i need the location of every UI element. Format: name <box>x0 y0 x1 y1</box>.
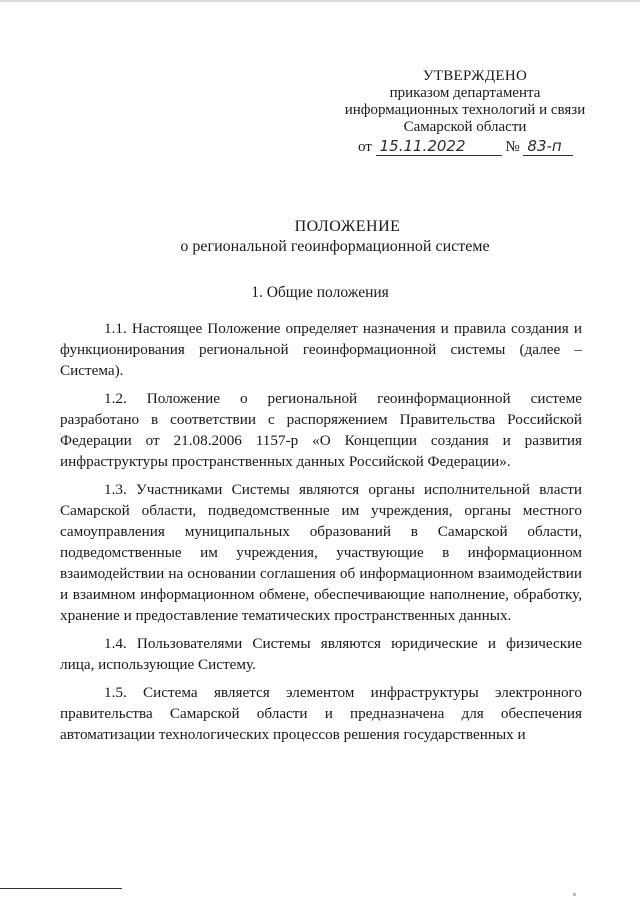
approval-line-department: приказом департамента <box>389 85 541 101</box>
order-date-number <box>330 138 600 156</box>
document-subtitle: о региональной геоинформационной системе <box>180 238 490 255</box>
paragraph-1-5: 1.5. Система является элементом инфраструктуры электронного правительства Самарской области и предназначена для обеспечения автоматизации технологических процессов решения государственных и <box>60 684 582 743</box>
paragraph-1-1: 1.1. Настоящее Положение определяет назначения и правила создания и функционирования региональной геоинформационной системы (далее – Система). <box>60 320 582 379</box>
scan-edge <box>0 0 640 2</box>
section-body <box>60 318 582 752</box>
approval-line-department-name: информационных технологий и связи <box>344 102 586 118</box>
number-prefix: № <box>505 139 520 155</box>
paragraph-1-4: 1.4. Пользователями Системы являются юридические и физические лица, использующие Систему. <box>60 635 582 673</box>
section-heading: 1. Общие положения <box>251 284 389 301</box>
approval-line-region: Самарской области <box>403 119 527 135</box>
approved-title: УТВЕРЖДЕНО <box>422 68 528 84</box>
approval-stamp-block <box>330 68 600 156</box>
paragraph-1-2: 1.2. Положение о региональной геоинформационной системе разработано в соответствии с распоряжением Правительства Российской Федерации от 21.08.2006 1157-р «О Концепции создания и развития инфраструктуры пространственных данных Российской Федерации». <box>60 390 582 470</box>
paragraph-1-3: 1.3. Участниками Системы являются органы исполнительной власти Самарской области, подведомственные им учреждения, органы местного самоуправления муниципальных образований в Самарской области, подведомственные им учреждения, участвующие в информационном взаимодействии на основании соглашения об информационном взаимодействии и взаимном информационном обмене, обеспечивающие наполнение, обработку, хранение и предоставление тематических пространственных данных. <box>60 481 582 624</box>
handwritten-date: 15.11.2022 <box>376 138 502 156</box>
handwritten-number: 83-п <box>523 138 573 156</box>
document-title: ПОЛОЖЕНИЕ <box>294 218 401 235</box>
footnote-separator-line <box>0 888 122 889</box>
scan-artifact <box>573 893 576 896</box>
date-prefix: от <box>358 139 372 155</box>
document-title-block <box>0 218 640 256</box>
